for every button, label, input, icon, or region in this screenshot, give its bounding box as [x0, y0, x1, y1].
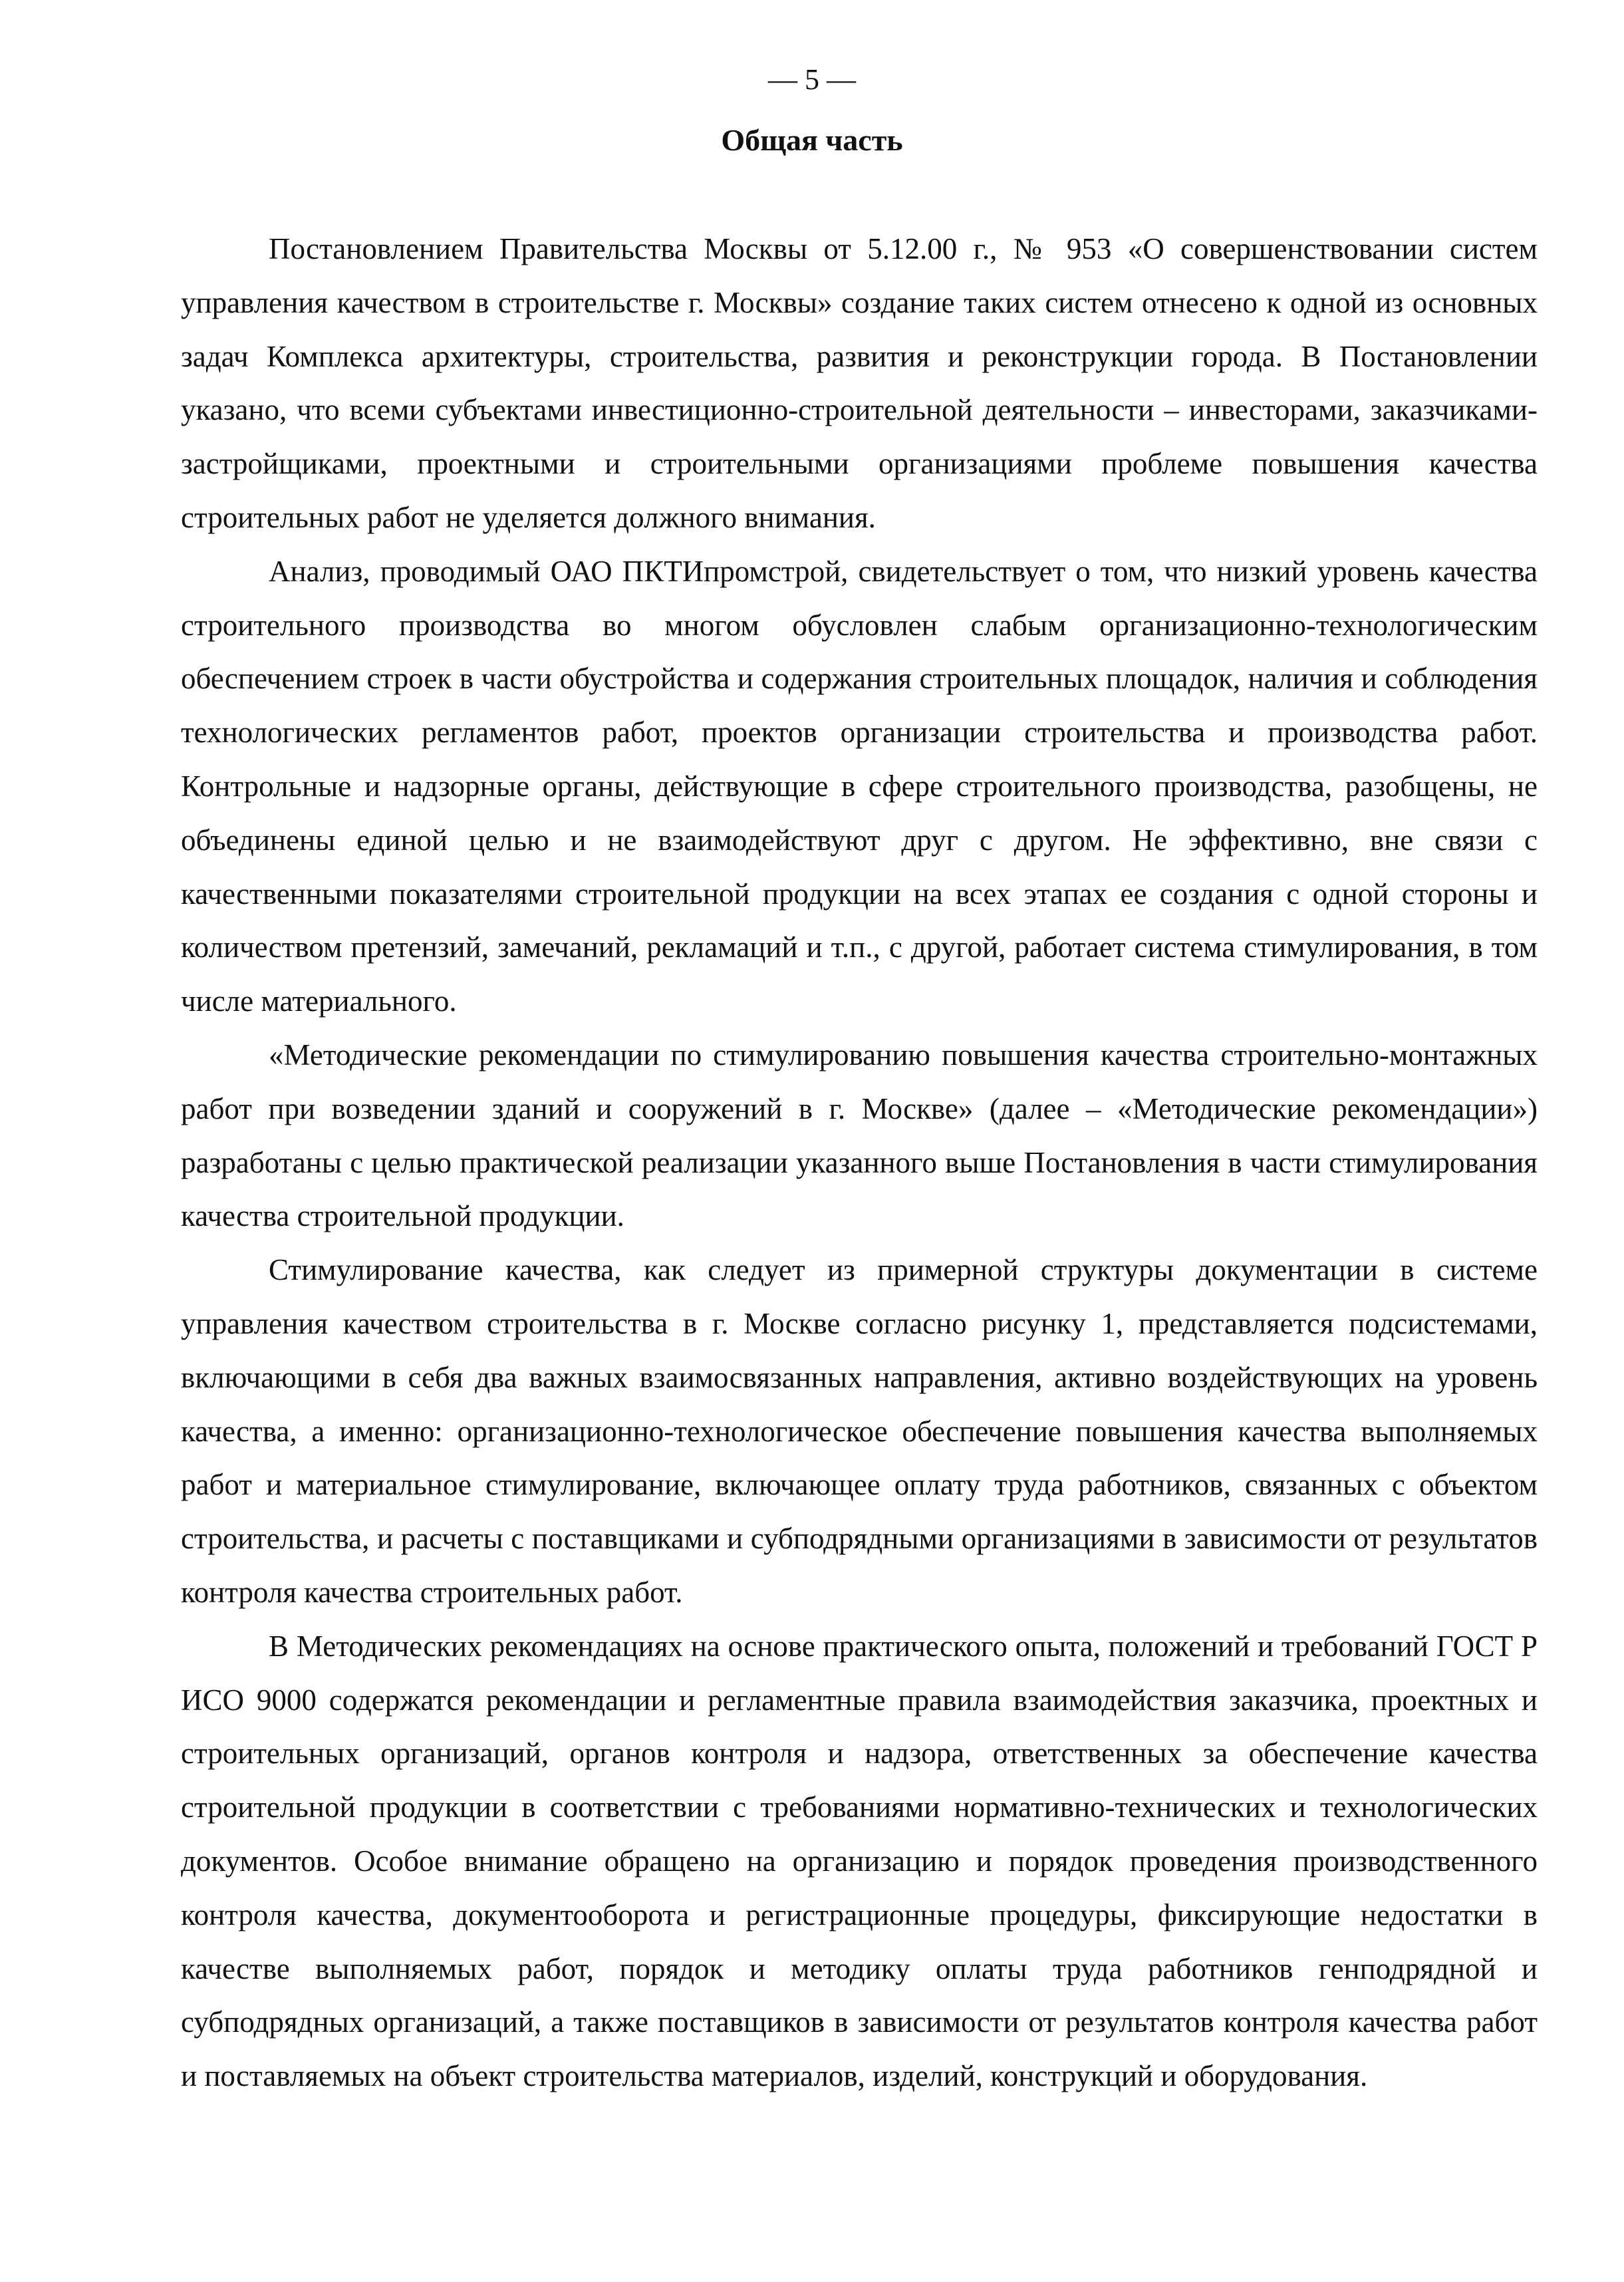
paragraph-1: Постановлением Правительства Москвы от 5.12.00 г., № 953 «О совершенствовании систем управления качеством в строительстве г. Москвы» создание таких систем отнесено к одной из основных задач Комплекса архитектуры, строительства, развития и реконструкции города. В Постановлении указано, что всеми субъектами инвестиционно-строительной деятельности – инвесторами, заказчиками-застройщиками, проектными и строительными организациями проблеме повышения качества строительных работ не уделяется должного внимания. — [181, 232, 1538, 534]
page-number: — 5 — — [768, 63, 856, 96]
paragraph-2: Анализ, проводимый ОАО ПКТИпромстрой, свидетельствует о том, что низкий уровень качества строительного производства во многом обусловлен слабым организационно-технологическим обеспечением строек в части обустройства и содержания строительных площадок, наличия и соблюдения технологических регламентов работ, проектов организации строительства и производства работ. Контрольные и надзорные органы, действующие в сфере строительного производства, разобщены, не объединены единой целью и не взаимодействуют друг с другом. Не эффективно, вне связи с качественными показателями строительной продукции на всех этапах ее создания с одной стороны и количеством претензий, замечаний, рекламаций и т.п., с другой, работает система стимулирования, в том числе материального. — [181, 554, 1538, 1018]
paragraph-5: В Методических рекомендациях на основе практического опыта, положений и требований ГОСТ Р ИСО 9000 содержатся рекомендации и регламентные правила взаимодействия заказчика, проектных и строительных организаций, органов контроля и надзора, ответственных за обеспечение качества строительной продукции в соответствии с требованиями нормативно-технических и технологических документов. Особое внимание обращено на организацию и порядок проведения производственного контроля качества, документооборота и регистрационные процедуры, фиксирующие недостатки в качестве выполняемых работ, порядок и методику оплаты труда работников генподрядной и субподрядных организаций, а также поставщиков в зависимости от результатов контроля качества работ и поставляемых на объект строительства материалов, изделий, конструкций и оборудования. — [181, 1629, 1538, 2093]
body-text — [181, 222, 1538, 2103]
section-title: Общая часть — [721, 123, 903, 157]
paragraph-4: Стимулирование качества, как следует из примерной структуры документации в системе управления качеством строительства в г. Москве согласно рисунку 1, представляется подсистемами, включающими в себя два важных взаимосвязанных направления, активно воздействующих на уровень качества, а именно: организационно-технологическое обеспечение повышения качества выполняемых работ и материальное стимулирование, включающее оплату труда работников, связанных с объектом строительства, и расчеты с поставщиками и субподрядными организациями в зависимости от результатов контроля качества строительных работ. — [181, 1253, 1538, 1609]
paragraph-3: «Методические рекомендации по стимулированию повышения качества строительно-монтажных работ при возведении зданий и сооружений в г. Москве» (далее – «Методические рекомендации») разработаны с целью практической реализации указанного выше Постановления в части стимулирования качества строительной продукции. — [181, 1038, 1538, 1233]
